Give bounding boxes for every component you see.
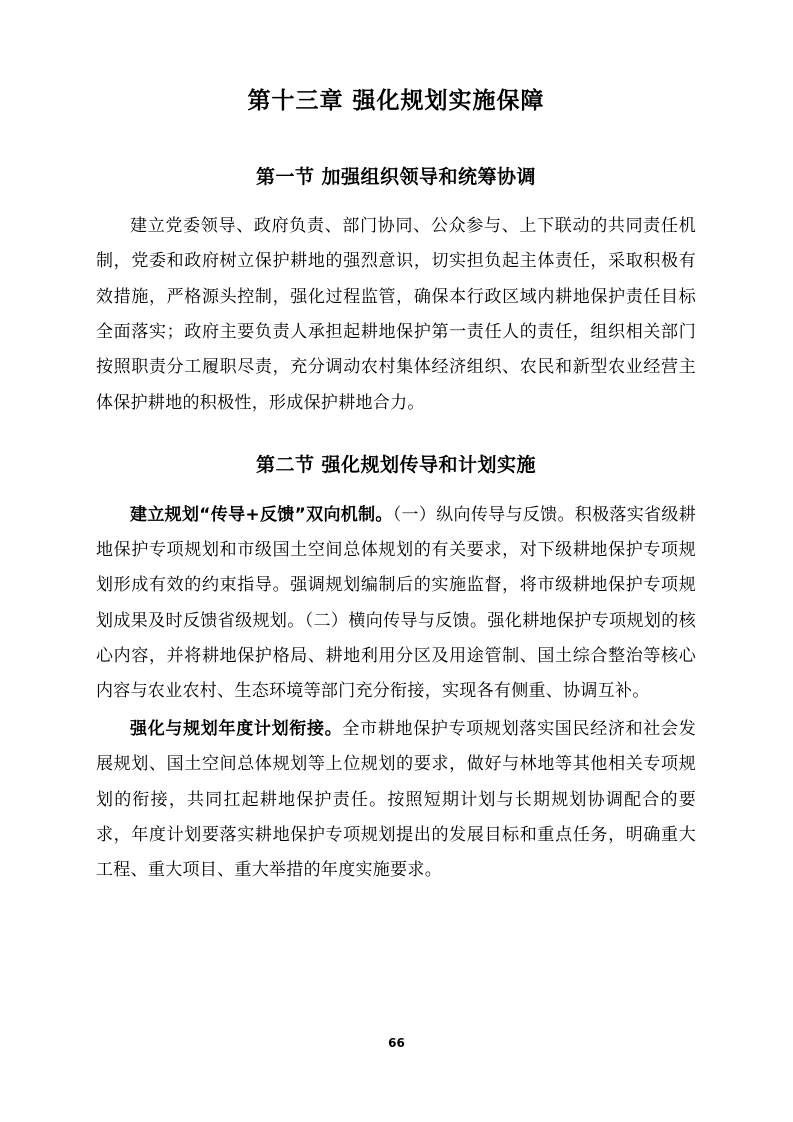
paragraph-2-2: [96, 712, 696, 889]
paragraph-lead: 强化与规划年度计划衔接。: [130, 718, 343, 739]
page-content: [96, 84, 696, 891]
section-title-1: 第一节 加强组织领导和统筹协调: [255, 165, 537, 188]
paragraph-2-1: [96, 498, 696, 710]
paragraph-text: 全市耕地保护专项规划落实国民经济和社会发展规划、国土空间总体规划等上位规划的要求，做好与林地等其他相关专项规划的衔接，共同扛起耕地保护责任。按照短期计划与长期规划协调配合的要求，年度计划要落实耕地保护专项规划提出的发展目标和重点任务，明确重大工程、重大项目、重大举措的年度实施要求。: [96, 718, 696, 881]
paragraph-text: （一）纵向传导与反馈。积极落实省级耕地保护专项规划和市级国土空间总体规划的有关要求，对下级耕地保护专项规划形成有效的约束指导。强调规划编制后的实施监督，将市级耕地保护专项规划成果及时反馈省级规划。（二）横向传导与反馈。强化耕地保护专项规划的核心内容，并将耕地保护格局、耕地利用分区及用途管制、国土综合整治等核心内容与农业农村、生态环境等部门充分衔接，实现各有侧重、协调互补。: [96, 504, 696, 702]
page-number: 66: [388, 1036, 405, 1050]
chapter-title: 第十三章 强化规划实施保障: [247, 88, 545, 114]
section-title-2: 第二节 强化规划传导和计划实施: [255, 454, 537, 477]
paragraph-text: 建立党委领导、政府负责、部门协同、公众参与、上下联动的共同责任机制，党委和政府树立保护耕地的强烈意识，切实担负起主体责任，采取积极有效措施，严格源头控制，强化过程监管，确保本行政区域内耕地保护责任目标全面落实；政府主要负责人承担起耕地保护第一责任人的责任，组织相关部门按照职责分工履职尽责，充分调动农村集体经济组织、农民和新型农业经营主体保护耕地的积极性，形成保护耕地合力。: [96, 216, 696, 413]
paragraph-lead: 建立规划“传导+反馈”双向机制。: [130, 504, 393, 525]
paragraph-1-1: [96, 209, 696, 421]
